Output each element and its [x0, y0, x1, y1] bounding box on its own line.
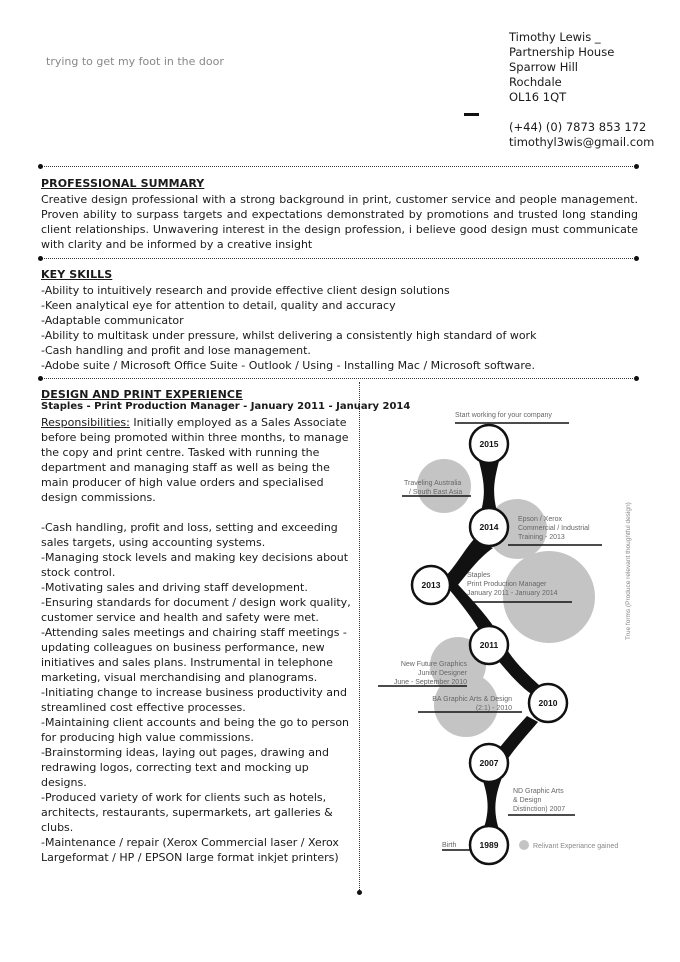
event-travel: Traveling Australia	[404, 480, 462, 487]
event-epson: Training - 2013	[518, 534, 565, 541]
event-ba: (2:1) - 2010	[475, 705, 512, 712]
email-link[interactable]: timothyl3wis@gmail.com	[509, 135, 655, 149]
contact-block	[509, 30, 654, 150]
legend-swatch	[519, 840, 529, 850]
summary-title: PROFESSIONAL SUMMARY	[41, 177, 205, 190]
year-label: 2014	[479, 522, 499, 532]
duty-item: -Initiating change to increase business productivity and streamlined cost effective processes.	[41, 686, 347, 714]
duty-item: -Maintenance / repair (Xerox Commercial laser / Xerox Largeformat / HP / EPSON large format inkjet printers)	[41, 836, 339, 864]
event-epson: Epson / Xerox	[518, 516, 562, 523]
side-label: True forms (Produce relevant thoughtful design)	[625, 502, 632, 640]
event-staples: Print Production Manager	[467, 581, 547, 588]
year-label: 2010	[538, 698, 558, 708]
divider	[40, 258, 637, 259]
duty-item: -Motivating sales and driving staff development.	[41, 581, 308, 594]
divider	[40, 378, 637, 379]
event-staples: Staples	[467, 572, 491, 579]
divider	[40, 166, 637, 167]
skills-title: KEY SKILLS	[41, 268, 113, 281]
spacer	[41, 505, 356, 520]
event-travel: / South East Asia	[409, 489, 463, 496]
responsibilities	[41, 415, 356, 505]
skill-item: -Adobe suite / Microsoft Office Suite - Outlook / Using - Installing Mac / Microsoft software.	[41, 359, 535, 372]
job-title: Staples - Print Production Manager - January 2011 - January 2014	[41, 401, 411, 412]
tagline: trying to get my foot in the door	[46, 55, 224, 68]
career-timeline	[370, 400, 670, 880]
duty-item: -Cash handling, profit and loss, setting and exceeding sales targets, using accounting systems.	[41, 521, 338, 549]
event-ba: BA Graphic Arts & Design	[432, 696, 512, 703]
address-line: OL16 1QT	[509, 90, 567, 104]
event-newfuture: Junior Designer	[417, 670, 467, 677]
duty-item: -Managing stock levels and making key decisions about stock control.	[41, 551, 349, 579]
skills-list	[41, 283, 638, 373]
skill-item: -Keen analytical eye for attention to detail, quality and accuracy	[41, 299, 396, 312]
experience-bubble	[503, 551, 595, 643]
responsibilities-label: Responsibilities:	[41, 416, 130, 429]
event-nd: & Design	[513, 797, 542, 804]
year-label: 2007	[479, 758, 499, 768]
skill-item: -Cash handling and profit and lose management.	[41, 344, 311, 357]
year-label: 2015	[479, 439, 499, 449]
event-nd: ND Graphic Arts	[513, 788, 564, 795]
event-newfuture: June - September 2010	[393, 679, 467, 686]
dash-mark	[464, 113, 479, 116]
year-label: 1989	[479, 840, 499, 850]
address-line: Rochdale	[509, 75, 562, 89]
birth-label: Birth	[442, 842, 457, 849]
summary-text: Creative design professional with a strong background in print, customer service and people management. Proven ability to surpass targets and expectations demonstrated by promotions and trusted long standing client relationships. Unwavering interest in the design profession, i believe good design must communicate with clarity and be informed by a creative insight	[41, 193, 638, 251]
spacer	[509, 105, 654, 120]
duty-item: -Brainstorming ideas, laying out pages, drawing and redrawing logos, correcting text and mocking up designs.	[41, 746, 329, 789]
column-divider	[359, 382, 360, 892]
experience-text	[41, 415, 356, 865]
duty-item: -Produced variety of work for clients such as hotels, architects, restaurants, supermarkets, art galleries & clubs.	[41, 791, 333, 834]
responsibilities-text: Initially employed as a Sales Associate before being promoted within three months, to manage the copy and print centre. Tasked with running the department and managing staff as well as being the main producer of high value orders and specialised design commissions.	[41, 416, 349, 504]
skill-item: -Ability to multitask under pressure, whilst delivering a consistently high standard of work	[41, 329, 537, 342]
event-newfuture: New Future Graphics	[400, 661, 467, 668]
address-line: Timothy Lewis _	[509, 30, 601, 44]
event-epson: Commercial / Industrial	[518, 525, 590, 532]
legend-label: Relivant Experiance gained	[533, 843, 619, 850]
top-label: Start working for your company	[455, 412, 552, 419]
skill-item: -Adaptable communicator	[41, 314, 184, 327]
experience-title: DESIGN AND PRINT EXPERIENCE	[41, 388, 243, 401]
event-staples: January 2011 - January 2014	[467, 590, 558, 597]
address-line: Partnership House	[509, 45, 615, 59]
address-line: Sparrow Hill	[509, 60, 578, 74]
skill-item: -Ability to intuitively research and provide effective client design solutions	[41, 284, 450, 297]
duty-item: -Ensuring standards for document / design work quality, customer service and health and safety were met.	[41, 596, 351, 624]
duty-item: -Maintaining client accounts and being the go to person for producing high value commissions.	[41, 716, 350, 744]
event-nd: Distinction) 2007	[513, 806, 566, 813]
year-label: 2013	[421, 580, 441, 590]
duty-item: -Attending sales meetings and chairing staff meetings - updating colleagues on business performance, new initiatives and sales plans. Instrumental in telephone marketing, visual merchandising and planograms.	[41, 626, 347, 684]
phone: (+44) (0) 7873 853 172	[509, 120, 647, 134]
year-label: 2011	[479, 640, 499, 650]
